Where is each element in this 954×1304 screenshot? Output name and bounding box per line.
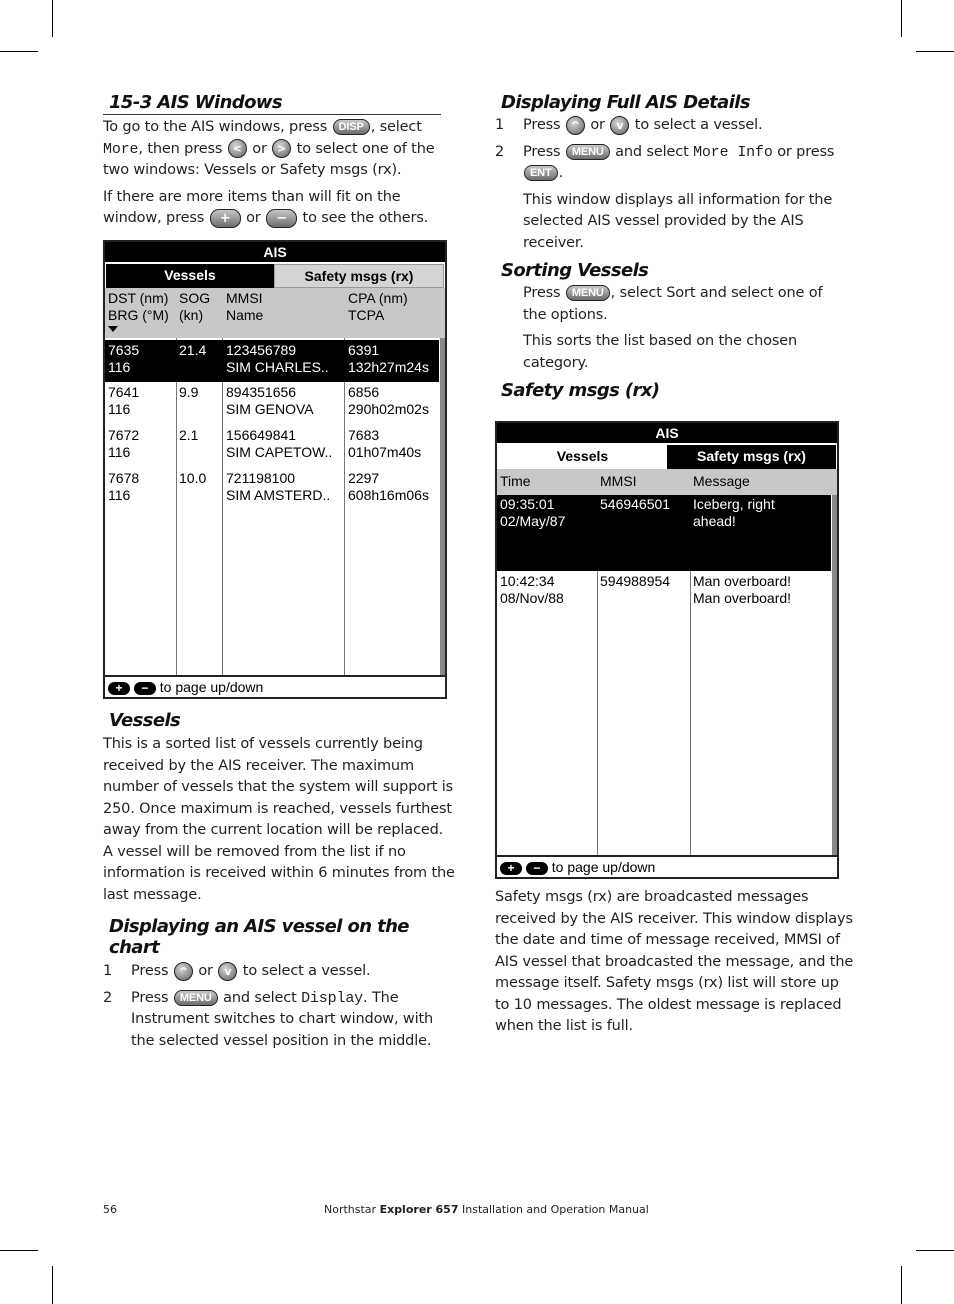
up-arrow-icon: ^ <box>566 116 585 135</box>
footer-hint: to page up/down <box>159 679 264 695</box>
code-more: More <box>103 140 139 158</box>
text: to select one of the two windows: Vessels or Safety msgs (rx). <box>103 140 435 178</box>
table-body <box>105 338 439 675</box>
full-details-steps <box>495 115 850 185</box>
scrollbar[interactable] <box>832 495 837 855</box>
footer-hint: to page up/down <box>551 859 656 875</box>
text: , then press <box>138 140 227 157</box>
crop-mark <box>901 1266 902 1304</box>
tab-vessels[interactable]: Vessels <box>106 264 274 288</box>
cell-time: 09:35:01 02/May/87 <box>500 496 566 529</box>
cell-cpa-tcpa: 7683 01h07m40s <box>348 427 422 460</box>
vessels-text: This is a sorted list of vessels currently being received by the AIS receiver. The maximum number of vessels that the system will support is 250. Once maximum is reached, vessels furthest away from the current location will be replaced. A vessel will be removed from the list if no information is received within 6 minutes from the last message. <box>103 736 455 903</box>
step-number: 2 <box>103 989 113 1006</box>
screen-tabs <box>105 262 445 288</box>
code-more-info: More Info <box>693 143 773 161</box>
text: Press <box>523 285 565 301</box>
safety-text: Safety msgs (rx) are broadcasted messages received by the AIS receiver. This window displays the date and time of message received, MMSI of AIS vessel that broadcasted the message, and the message itself. Safety msgs (rx) list will store up to 10 messages. The oldest message is replaced when the list is full. <box>495 889 854 1034</box>
menu-button: MENU <box>566 144 610 160</box>
disp-button: DISP <box>333 119 370 135</box>
header-time: Time <box>500 473 531 489</box>
minus-icon: − <box>266 209 297 228</box>
cell-mmsi: 546946501 <box>600 496 671 512</box>
text: or <box>247 140 272 157</box>
tab-safety-msgs[interactable]: Safety msgs (rx) <box>274 264 444 288</box>
intro-paragraph <box>103 117 453 182</box>
text: and select <box>218 989 302 1006</box>
up-arrow-icon: ^ <box>174 962 193 981</box>
text: To go to the AIS windows, press <box>103 119 332 135</box>
ent-button: ENT <box>524 165 558 181</box>
text: to select a vessel. <box>630 117 763 133</box>
table-header <box>497 469 837 495</box>
plus-icon: + <box>500 862 522 875</box>
table-body <box>497 495 831 855</box>
ais-vessels-screen <box>103 240 447 699</box>
cell-cpa-tcpa: 6856 290h02m02s <box>348 384 429 417</box>
step-text <box>495 115 850 137</box>
crop-mark <box>0 51 38 52</box>
cell-dst-brg: 7635 116 <box>108 342 140 375</box>
section-title: 15-3 AIS Windows <box>103 92 441 115</box>
right-arrow-icon: > <box>272 139 291 158</box>
text: , select <box>370 119 422 135</box>
sorting-heading: Sorting Vessels <box>501 260 649 281</box>
right-column-lower <box>495 887 855 1038</box>
header-cpa-tcpa: CPA (nm) TCPA <box>348 290 408 323</box>
cell-sog: 10.0 <box>179 470 207 486</box>
list-item <box>495 115 850 137</box>
screen-title: AIS <box>105 242 445 262</box>
header-message: Message <box>693 473 750 489</box>
cell-dst-brg: 7678 116 <box>108 470 140 503</box>
table-row[interactable] <box>497 495 831 571</box>
table-row[interactable] <box>105 340 439 382</box>
step-number: 1 <box>103 963 113 979</box>
step-text <box>103 961 455 983</box>
header-mmsi-name: MMSI Name <box>226 290 264 323</box>
left-arrow-icon: < <box>228 139 247 158</box>
cell-time: 10:42:34 08/Nov/88 <box>500 573 564 606</box>
table-row[interactable] <box>105 382 439 424</box>
ais-safety-screen <box>495 421 839 879</box>
chart-heading: Displaying an AIS vessel on the chart <box>109 916 409 958</box>
minus-icon: − <box>134 682 156 695</box>
cell-cpa-tcpa: 2297 608h16m06s <box>348 470 429 503</box>
scrollbar[interactable] <box>440 338 445 675</box>
text: If there are more items than will fit on the window, press <box>103 188 401 226</box>
footer-brand: Northstar <box>324 1203 380 1216</box>
step-text <box>103 988 455 1053</box>
plus-icon: + <box>108 682 130 695</box>
paging-paragraph <box>103 187 453 230</box>
screen-title: AIS <box>497 423 837 443</box>
right-column <box>495 92 850 401</box>
full-details-note: This window displays all information for the selected AIS vessel provided by the AIS receiver. <box>523 191 833 251</box>
cell-dst-brg: 7672 116 <box>108 427 140 460</box>
crop-mark <box>52 1266 53 1304</box>
cell-sog: 2.1 <box>179 427 199 443</box>
text: to see the others. <box>298 210 429 226</box>
footer-product: Explorer 657 <box>379 1203 459 1216</box>
cell-cpa-tcpa: 6391 132h27m24s <box>348 342 429 375</box>
table-row[interactable] <box>105 425 439 467</box>
step-number: 2 <box>495 143 505 160</box>
crop-mark <box>0 1250 38 1251</box>
screen-footer <box>497 855 837 877</box>
crop-mark <box>901 0 902 37</box>
text: or <box>193 963 218 979</box>
header-dst-brg: DST (nm) BRG (°M) <box>108 290 169 323</box>
tab-vessels[interactable]: Vessels <box>498 445 667 469</box>
step-number: 1 <box>495 117 505 133</box>
cell-mmsi: 594988954 <box>600 573 671 589</box>
menu-button: MENU <box>174 990 218 1006</box>
text: Press <box>131 963 173 979</box>
list-item <box>103 961 455 983</box>
text: Press <box>523 143 565 160</box>
crop-mark <box>916 51 954 52</box>
text: or <box>241 210 266 226</box>
list-item <box>495 142 850 185</box>
minus-icon: − <box>526 862 548 875</box>
down-arrow-icon: v <box>218 962 237 981</box>
header-sog: SOG (kn) <box>179 290 211 323</box>
cell-message: Iceberg, right ahead! <box>693 496 775 529</box>
footer-rest: Installation and Operation Manual <box>458 1203 649 1216</box>
text: or <box>585 117 610 133</box>
menu-button: MENU <box>566 285 610 301</box>
sorting-paragraph <box>495 283 850 326</box>
cell-sog: 9.9 <box>179 384 199 400</box>
chart-steps <box>103 961 455 1052</box>
step-text <box>495 142 850 185</box>
text: Press <box>131 989 173 1006</box>
text: or press <box>772 143 835 160</box>
text: . The Instrument switches to chart window, with the selected vessel position in the middle. <box>131 989 434 1049</box>
table-row[interactable] <box>105 468 439 510</box>
plus-icon: + <box>210 209 241 228</box>
page-number: 56 <box>103 1203 117 1216</box>
table-row[interactable] <box>497 572 831 648</box>
cell-mmsi-name: 721198100 SIM AMSTERD.. <box>226 470 331 503</box>
crop-mark <box>52 0 53 37</box>
cell-mmsi-name: 123456789 SIM CHARLES.. <box>226 342 329 375</box>
full-details-heading: Displaying Full AIS Details <box>501 92 750 113</box>
text: Press <box>523 117 565 133</box>
cell-mmsi-name: 894351656 SIM GENOVA <box>226 384 314 417</box>
cell-mmsi-name: 156649841 SIM CAPETOW.. <box>226 427 333 460</box>
sort-indicator-icon <box>108 326 118 332</box>
text: and select <box>610 143 694 160</box>
screen-footer <box>105 675 445 697</box>
crop-mark <box>916 1250 954 1251</box>
vessels-heading: Vessels <box>109 710 181 731</box>
left-column-lower <box>103 710 455 1052</box>
safety-heading: Safety msgs (rx) <box>501 380 660 401</box>
code-display: Display <box>301 989 364 1007</box>
sorting-note: This sorts the list based on the chosen category. <box>523 333 798 371</box>
screen-tabs <box>497 443 837 469</box>
header-mmsi: MMSI <box>600 473 637 489</box>
left-column <box>103 92 453 230</box>
page-footer <box>324 1203 649 1216</box>
tab-safety-msgs[interactable]: Safety msgs (rx) <box>667 445 836 469</box>
text: to select a vessel. <box>238 963 371 979</box>
list-item <box>103 988 455 1053</box>
cell-message: Man overboard! Man overboard! <box>693 573 792 606</box>
cell-dst-brg: 7641 116 <box>108 384 140 417</box>
cell-sog: 21.4 <box>179 342 207 358</box>
text: . <box>558 165 564 181</box>
text: , select Sort and select one of the options. <box>523 285 823 323</box>
down-arrow-icon: v <box>610 116 629 135</box>
table-header <box>105 288 445 338</box>
